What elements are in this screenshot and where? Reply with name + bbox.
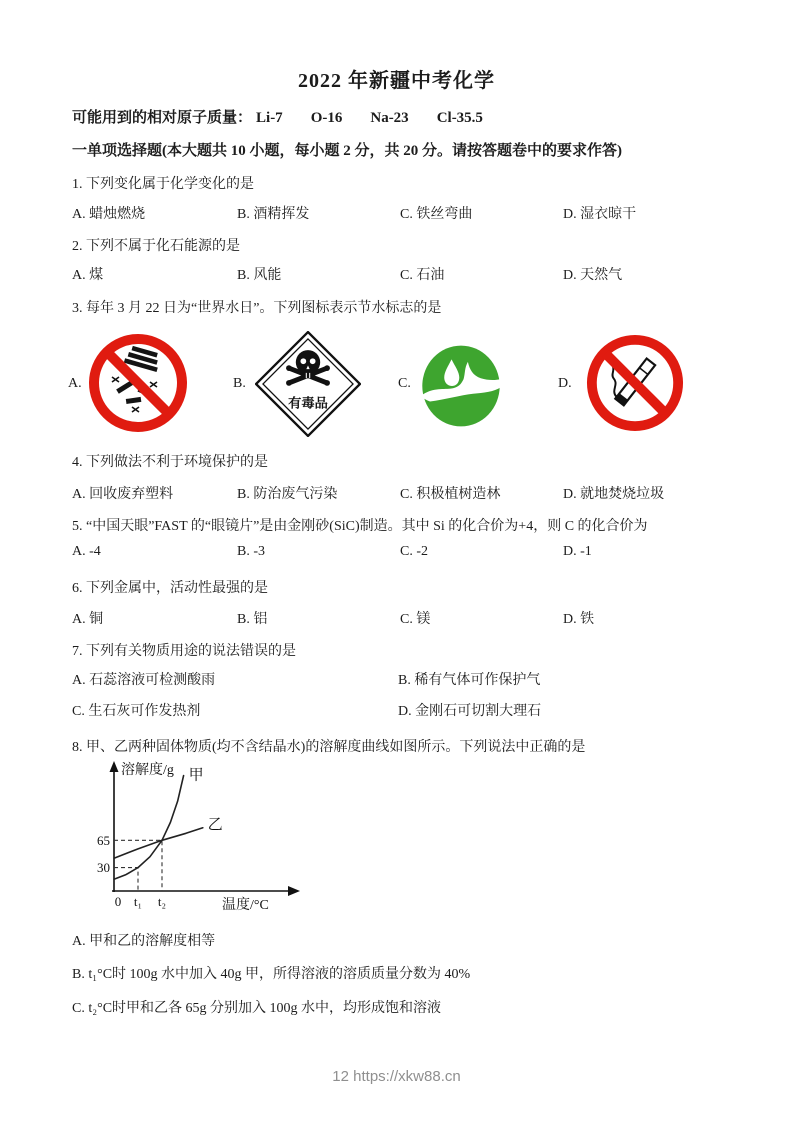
series-label: 乙	[207, 816, 223, 833]
no-smoking-sign-icon	[586, 334, 684, 432]
q3-figure-b-label: B.	[233, 376, 246, 391]
q4-option-d: D. 就地焚烧垃圾	[563, 487, 665, 502]
q4-option-a: A. 回收废弃塑料	[72, 487, 174, 502]
y-tick-30: 30	[97, 860, 110, 875]
q2-option-a: A. 煤	[72, 268, 104, 283]
footer-watermark: 12 https://xkw88.cn	[332, 1068, 461, 1085]
question-7-options-row1	[0, 669, 793, 689]
atomic-mass-na: Na-23	[370, 110, 409, 126]
y-axis-arrow-icon	[110, 761, 119, 772]
q2-option-b: B. 风能	[237, 268, 282, 283]
question-7-options-row2	[0, 700, 793, 720]
q6-option-c: C. 镁	[400, 612, 431, 627]
x-tick-0: 0	[114, 894, 122, 909]
question-5-options	[0, 544, 793, 564]
question-1-text: 1. 下列变化属于化学变化的是	[72, 177, 254, 192]
toxic-substance-sign-icon	[255, 331, 361, 437]
x-tick-t2: t₂	[157, 894, 167, 909]
q8-option-a: A. 甲和乙的溶解度相等	[72, 934, 216, 949]
section-heading: 一单项选择题(本大题共 10 小题，每小题 2 分，共 20 分。请按答题卷中的要求作答)	[72, 143, 622, 159]
q7-option-a: A. 石蕊溶液可检测酸雨	[72, 673, 216, 688]
water-saving-logo-icon	[418, 343, 504, 429]
atomic-mass-cl: Cl-35.5	[436, 110, 483, 126]
diamond-border	[256, 332, 360, 436]
q1-option-c: C. 铁丝弯曲	[400, 207, 473, 222]
y-axis-label: 溶解度/g	[121, 763, 174, 778]
question-5-text: 5. “中国天眼”FAST 的“眼镜片”是由金刚砂(SiC)制造。其中 Si 的化合价为+4，则 C 的化合价为	[72, 519, 648, 534]
q8-option-c: C. t₂°C时甲和乙各 65g 分别加入 100g 水中，均形成饱和溶液	[72, 1001, 442, 1016]
x-axis-arrow-icon	[288, 886, 300, 896]
question-7-text: 7. 下列有关物质用途的说法错误的是	[72, 644, 296, 659]
atomic-mass-label: 可能用到的相对原子质量：	[72, 110, 253, 126]
question-8-text: 8. 甲、乙两种固体物质(均不含结晶水)的溶解度曲线如图所示。下列说法中正确的是	[72, 740, 586, 755]
x-axis-label: 温度/°C	[222, 898, 269, 913]
q8-option-b: B. t₁°C时 100g 水中加入 40g 甲，所得溶液的溶质质量分数为 40%	[72, 967, 471, 982]
solubility-curve-chart	[84, 756, 334, 924]
question-4-text: 4. 下列做法不利于环境保护的是	[72, 455, 268, 470]
q2-option-d: D. 天然气	[563, 268, 623, 283]
question-3-text: 3. 每年 3 月 22 日为“世界水日”。下列图标表示节水标志的是	[72, 301, 442, 316]
q7-option-d: D. 金刚石可切割大理石	[398, 704, 542, 719]
q1-option-d: D. 湿衣晾干	[563, 207, 637, 222]
question-2-options	[0, 264, 793, 284]
question-2-text: 2. 下列不属于化石能源的是	[72, 239, 240, 254]
q3-figure-d-label: D.	[558, 376, 572, 391]
q5-option-b: B. -3	[237, 544, 265, 559]
question-6-text: 6. 下列金属中，活动性最强的是	[72, 581, 268, 596]
question-6-options	[0, 608, 793, 628]
q1-option-b: B. 酒精挥发	[237, 207, 310, 222]
q4-option-c: C. 积极植树造林	[400, 487, 501, 502]
q5-option-c: C. -2	[400, 544, 428, 559]
series-curve	[114, 828, 203, 858]
q6-option-d: D. 铁	[563, 612, 595, 627]
series-label: 甲	[188, 767, 204, 784]
atomic-mass-line	[72, 106, 483, 127]
q1-option-a: A. 蜡烛燃烧	[72, 207, 146, 222]
question-4-options	[0, 483, 793, 503]
atomic-mass-o: O-16	[310, 110, 343, 126]
page-title: 2022 年新疆中考化学	[298, 70, 495, 92]
q3-figure-c-label: C.	[398, 376, 411, 391]
q3-figure-a-label: A.	[68, 376, 82, 391]
q6-option-a: A. 铜	[72, 612, 104, 627]
q5-option-d: D. -1	[563, 544, 592, 559]
q7-option-c: C. 生石灰可作发热剂	[72, 704, 201, 719]
q2-option-c: C. 石油	[400, 268, 445, 283]
question-1-options	[0, 203, 793, 223]
q6-option-b: B. 铝	[237, 612, 268, 627]
atomic-mass-li: Li-7	[256, 110, 283, 126]
q5-option-a: A. -4	[72, 544, 101, 559]
chart-curves	[114, 767, 223, 891]
toxic-sign-text: 有毒品	[288, 395, 328, 411]
x-tick-t1: t₁	[133, 894, 143, 909]
y-tick-65: 65	[97, 833, 110, 848]
q7-option-b: B. 稀有气体可作保护气	[398, 673, 541, 688]
series-curve	[114, 776, 184, 880]
q4-option-b: B. 防治废气污染	[237, 487, 338, 502]
no-fireworks-sign-icon	[88, 333, 188, 433]
